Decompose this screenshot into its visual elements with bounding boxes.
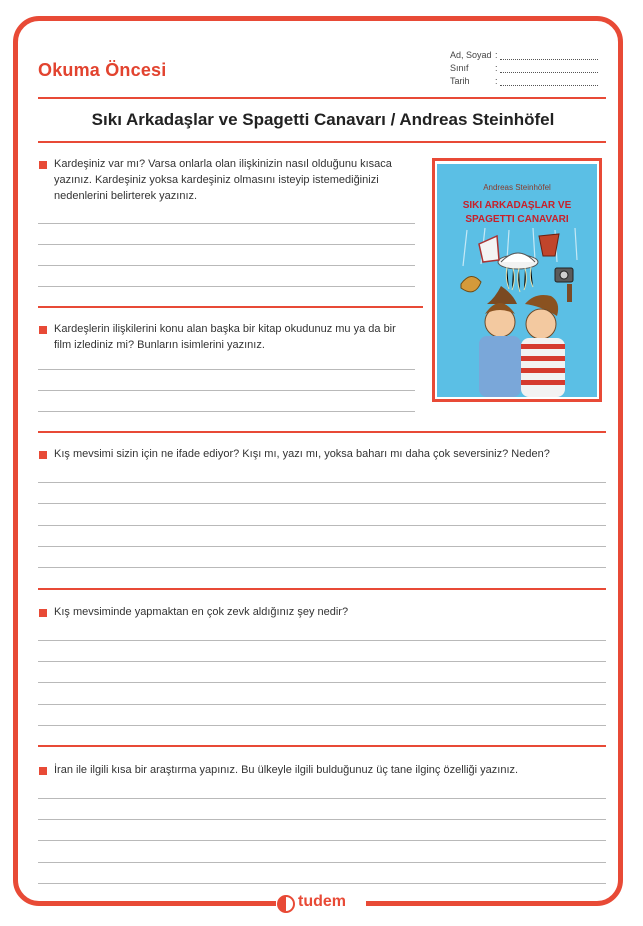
book-cover-illustration (437, 164, 597, 397)
name-field[interactable]: Ad, Soyad : (450, 50, 600, 63)
answer-line[interactable] (38, 640, 606, 641)
book-heading: Sıkı Arkadaşlar ve Spagetti Canavarı / Andreas Steinhöfel (91, 110, 555, 129)
answer-line[interactable] (38, 567, 606, 568)
question-2: Kardeşlerin ilişkilerini konu alan başka bir kitap okudunuz mu ya da bir film izlediniz mi? Bunların isimlerini yazınız. (54, 323, 396, 351)
question-5: İran ile ilgili kısa bir araştırma yapınız. Bu ülkeyle ilgili bulduğunuz üç tane ilginç özelliği yazınız. (54, 764, 519, 776)
tudem-logo (276, 893, 366, 913)
answer-line[interactable] (38, 862, 606, 863)
cover-title-line1: SIKI ARKADAŞLAR VE (462, 200, 572, 211)
answer-line[interactable] (38, 369, 415, 370)
header-divider (38, 97, 606, 99)
bullet-icon (39, 609, 47, 617)
answer-line[interactable] (38, 390, 415, 391)
question-1: Kardeşiniz var mı? Varsa onlarla olan ilişkinizin nasıl olduğunu kısaca yazınız. Kardeşiniz yoksa kardeşiniz olmasını isteyip istemediğinizi nedenlerini belirterek yazınız. (54, 158, 392, 202)
cover-title-line2: SPAGETTI CANAVARI (465, 214, 569, 225)
section-divider (38, 306, 423, 308)
class-label: Sınıf (450, 63, 469, 73)
answer-line[interactable] (38, 223, 415, 224)
date-label: Tarih (450, 76, 470, 86)
answer-line[interactable] (38, 525, 606, 526)
answer-line[interactable] (38, 798, 606, 799)
answer-line[interactable] (38, 819, 606, 820)
class-field[interactable]: Sınıf : (450, 63, 600, 76)
book-cover (437, 164, 597, 397)
cover-author: Andreas Steinhöfel (483, 183, 551, 192)
question-4: Kış mevsiminde yapmaktan en çok zevk aldığınız şey nedir? (54, 606, 349, 618)
bullet-icon (39, 326, 47, 334)
section-divider (38, 431, 606, 433)
answer-line[interactable] (38, 411, 415, 412)
section-divider (38, 745, 606, 747)
answer-line[interactable] (38, 546, 606, 547)
title-divider (38, 141, 606, 143)
tudem-logo-icon (276, 894, 296, 914)
answer-line[interactable] (38, 840, 606, 841)
bullet-icon (39, 767, 47, 775)
date-field[interactable]: Tarih : (450, 76, 600, 89)
section-title: Okuma Öncesi (38, 60, 167, 80)
name-label: Ad, Soyad (450, 50, 492, 60)
answer-line[interactable] (38, 883, 606, 884)
question-3: Kış mevsimi sizin için ne ifade ediyor? Kışı mı, yazı mı, yoksa baharı mı daha çok seversiniz? Neden? (54, 448, 550, 460)
answer-line[interactable] (38, 704, 606, 705)
logo-text: tudem (298, 893, 346, 910)
answer-line[interactable] (38, 725, 606, 726)
student-info (450, 50, 600, 89)
answer-line[interactable] (38, 265, 415, 266)
bullet-icon (39, 161, 47, 169)
bullet-icon (39, 451, 47, 459)
section-divider (38, 588, 606, 590)
answer-line[interactable] (38, 286, 415, 287)
answer-line[interactable] (38, 661, 606, 662)
answer-line[interactable] (38, 682, 606, 683)
answer-line[interactable] (38, 244, 415, 245)
answer-line[interactable] (38, 482, 606, 483)
answer-line[interactable] (38, 503, 606, 504)
